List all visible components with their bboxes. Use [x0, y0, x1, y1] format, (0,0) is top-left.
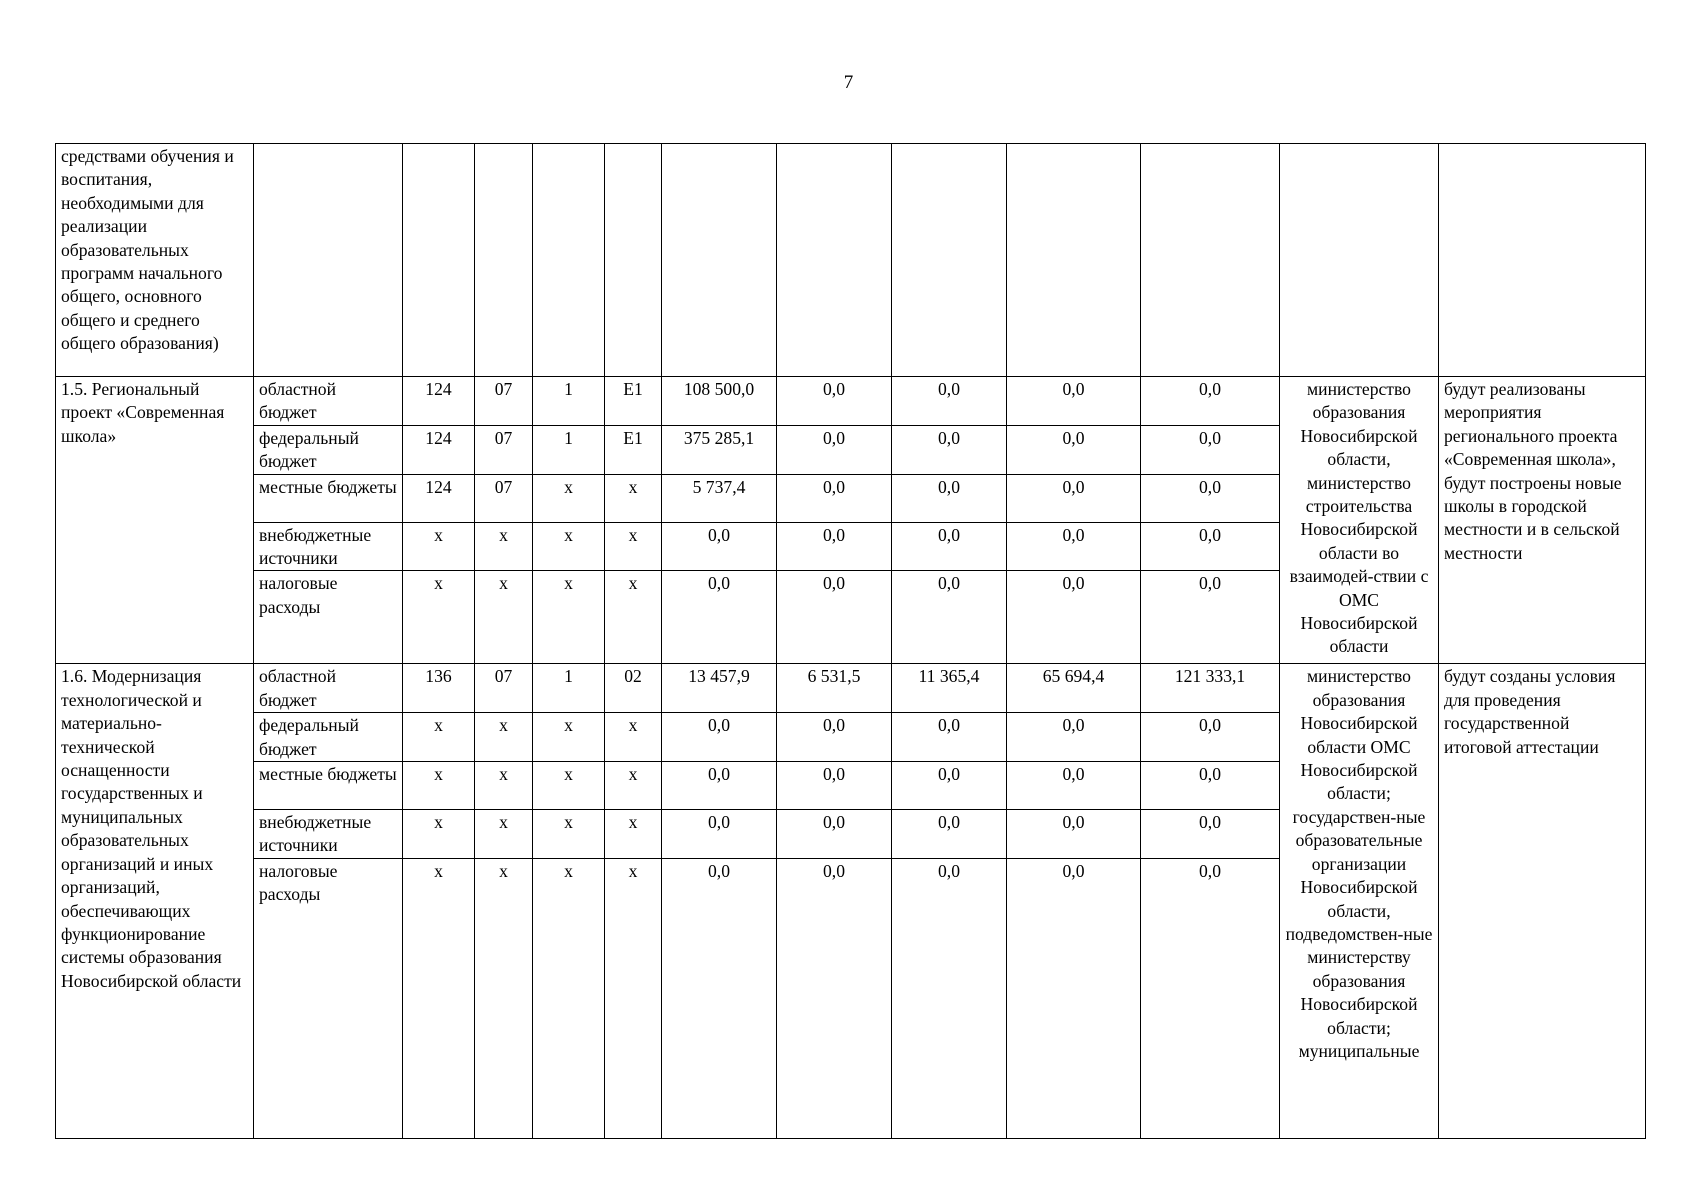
- executor-cell: министерство образования Новосибирской области, министерство строительства Новосибирской области во взаимодей-ствии с ОМС Новосибирской области: [1280, 377, 1439, 664]
- value-cell: 0,0: [892, 522, 1007, 571]
- value-cell: 65 694,4: [1007, 664, 1141, 713]
- code-cell: x: [605, 810, 662, 859]
- code-cell: x: [403, 713, 475, 762]
- code-cell: 1: [533, 425, 605, 474]
- value-cell: 0,0: [1007, 810, 1141, 859]
- value-cell: 0,0: [662, 713, 777, 762]
- value-cell: 0,0: [892, 810, 1007, 859]
- value-cell: 0,0: [1141, 762, 1280, 810]
- table-row: [56, 144, 1646, 377]
- code-cell: x: [605, 858, 662, 1138]
- value-cell: 0,0: [777, 858, 892, 1138]
- code-cell: x: [403, 810, 475, 859]
- value-cell: 0,0: [1007, 522, 1141, 571]
- value-cell: 0,0: [1007, 858, 1141, 1138]
- code-cell: 1: [533, 664, 605, 713]
- value-cell: 0,0: [662, 571, 777, 664]
- code-cell: x: [403, 858, 475, 1138]
- funding-source: федеральный бюджет: [254, 425, 403, 474]
- value-cell: 0,0: [892, 762, 1007, 810]
- code-cell: x: [605, 762, 662, 810]
- value-cell: 0,0: [662, 810, 777, 859]
- code-cell: x: [533, 522, 605, 571]
- budget-table: [55, 143, 1646, 1139]
- funding-source: местные бюджеты: [254, 762, 403, 810]
- code-cell: 124: [403, 474, 475, 522]
- value-cell: 0,0: [892, 377, 1007, 426]
- funding-source: внебюджетные источники: [254, 522, 403, 571]
- continuation-cell: средствами обучения и воспитания, необходимыми для реализации образовательных программ начального общего, основного общего и среднего общего образования): [56, 144, 254, 377]
- value-cell: 0,0: [662, 522, 777, 571]
- value-cell: 0,0: [662, 858, 777, 1138]
- code-cell: x: [475, 810, 533, 859]
- project-name: 1.5. Региональный проект «Современная школа»: [56, 377, 254, 664]
- value-cell: 0,0: [892, 474, 1007, 522]
- funding-source: налоговые расходы: [254, 858, 403, 1138]
- code-cell: 02: [605, 664, 662, 713]
- value-cell: 0,0: [777, 762, 892, 810]
- value-cell: 0,0: [1141, 474, 1280, 522]
- code-cell: x: [475, 522, 533, 571]
- value-cell: 0,0: [662, 762, 777, 810]
- code-cell: 07: [475, 425, 533, 474]
- value-cell: 0,0: [1141, 377, 1280, 426]
- result-cell: будут созданы условия для проведения государственной итоговой аттестации: [1439, 664, 1646, 1138]
- value-cell: 0,0: [1141, 571, 1280, 664]
- code-cell: x: [533, 762, 605, 810]
- code-cell: x: [403, 571, 475, 664]
- code-cell: 124: [403, 377, 475, 426]
- result-cell: будут реализованы мероприятия регионального проекта «Современная школа», будут построены новые школы в городской местности и в сельской местности: [1439, 377, 1646, 664]
- code-cell: x: [605, 474, 662, 522]
- value-cell: 0,0: [777, 713, 892, 762]
- value-cell: 5 737,4: [662, 474, 777, 522]
- code-cell: x: [533, 474, 605, 522]
- funding-source: областной бюджет: [254, 377, 403, 426]
- value-cell: 121 333,1: [1141, 664, 1280, 713]
- value-cell: 108 500,0: [662, 377, 777, 426]
- value-cell: 6 531,5: [777, 664, 892, 713]
- table-row: [56, 664, 1646, 713]
- funding-source: местные бюджеты: [254, 474, 403, 522]
- value-cell: 0,0: [777, 425, 892, 474]
- value-cell: 0,0: [892, 858, 1007, 1138]
- table-row: [56, 377, 1646, 426]
- funding-source: внебюджетные источники: [254, 810, 403, 859]
- value-cell: 0,0: [892, 571, 1007, 664]
- value-cell: 0,0: [1007, 571, 1141, 664]
- code-cell: x: [605, 522, 662, 571]
- value-cell: 0,0: [777, 474, 892, 522]
- code-cell: x: [605, 571, 662, 664]
- value-cell: 0,0: [1141, 810, 1280, 859]
- funding-source: налоговые расходы: [254, 571, 403, 664]
- value-cell: 0,0: [892, 713, 1007, 762]
- code-cell: x: [605, 713, 662, 762]
- funding-source: областной бюджет: [254, 664, 403, 713]
- value-cell: 0,0: [1007, 377, 1141, 426]
- code-cell: x: [403, 522, 475, 571]
- executor-cell: министерство образования Новосибирской области ОМС Новосибирской области; государствен-ные образовательные организации Новосибирской области, подведомствен-ные министерству образования Новосибирской области; муниципальные: [1280, 664, 1439, 1138]
- code-cell: 1: [533, 377, 605, 426]
- code-cell: 136: [403, 664, 475, 713]
- value-cell: 0,0: [1007, 762, 1141, 810]
- code-cell: x: [533, 571, 605, 664]
- value-cell: 0,0: [1141, 858, 1280, 1138]
- value-cell: 13 457,9: [662, 664, 777, 713]
- code-cell: 07: [475, 664, 533, 713]
- value-cell: 0,0: [1007, 425, 1141, 474]
- value-cell: 0,0: [777, 810, 892, 859]
- code-cell: x: [475, 858, 533, 1138]
- value-cell: 11 365,4: [892, 664, 1007, 713]
- value-cell: 0,0: [1141, 522, 1280, 571]
- value-cell: 0,0: [1141, 713, 1280, 762]
- code-cell: x: [475, 762, 533, 810]
- code-cell: x: [533, 713, 605, 762]
- code-cell: 07: [475, 474, 533, 522]
- value-cell: 0,0: [1007, 713, 1141, 762]
- code-cell: x: [533, 810, 605, 859]
- value-cell: 0,0: [892, 425, 1007, 474]
- value-cell: 375 285,1: [662, 425, 777, 474]
- value-cell: 0,0: [777, 571, 892, 664]
- value-cell: 0,0: [777, 377, 892, 426]
- funding-source: федеральный бюджет: [254, 713, 403, 762]
- page-number: 7: [843, 72, 854, 93]
- code-cell: E1: [605, 377, 662, 426]
- code-cell: 124: [403, 425, 475, 474]
- code-cell: x: [475, 571, 533, 664]
- code-cell: E1: [605, 425, 662, 474]
- code-cell: 07: [475, 377, 533, 426]
- code-cell: x: [533, 858, 605, 1138]
- code-cell: x: [475, 713, 533, 762]
- code-cell: x: [403, 762, 475, 810]
- value-cell: 0,0: [1007, 474, 1141, 522]
- value-cell: 0,0: [777, 522, 892, 571]
- project-name: 1.6. Модернизация технологической и материально-технической оснащенности государственных и муниципальных образовательных организаций и иных организаций, обеспечивающих функционирование системы образования Новосибирской области: [56, 664, 254, 1138]
- value-cell: 0,0: [1141, 425, 1280, 474]
